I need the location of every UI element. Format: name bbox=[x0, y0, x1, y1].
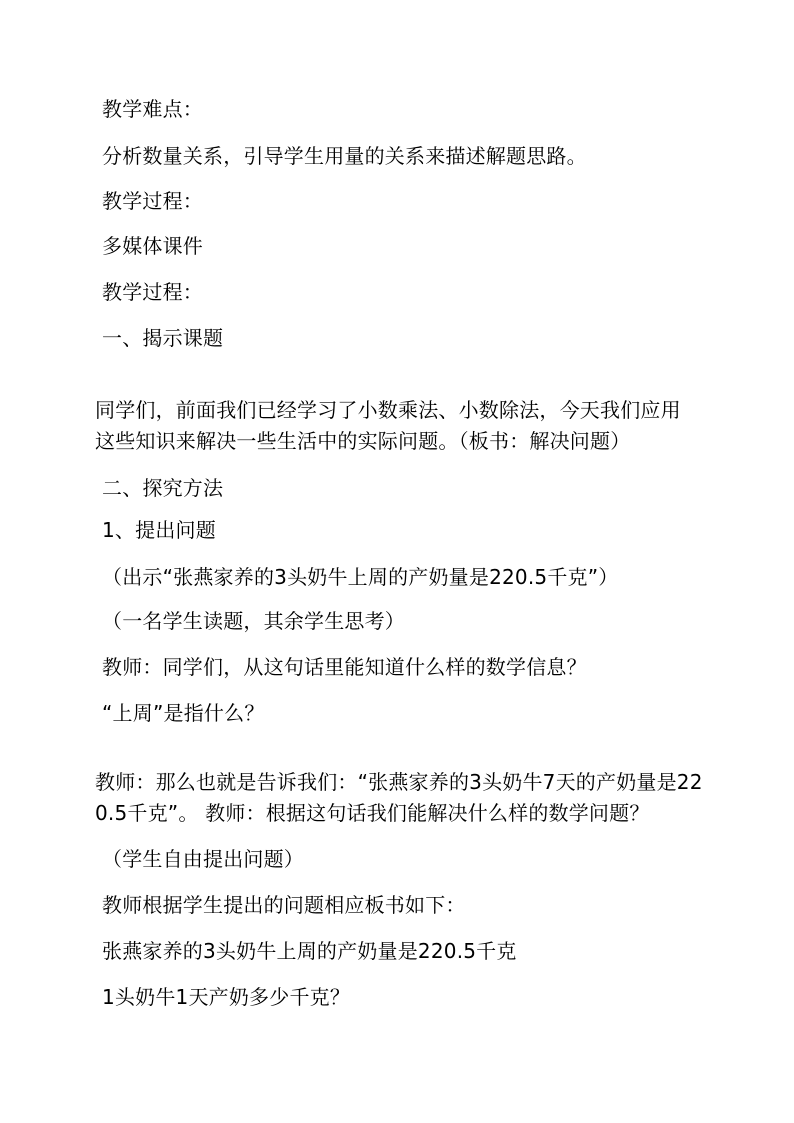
section-reveal-topic: 一、揭示课题 bbox=[102, 326, 224, 350]
paragraph-teacher-question: 教师：同学们，从这句话里能知道什么样的数学信息？ bbox=[102, 655, 587, 679]
paragraph-multimedia: 多媒体课件 bbox=[102, 234, 203, 258]
paragraph-show-problem: （出示“张燕家养的3头奶牛上周的产奶量是220.5千克”） bbox=[102, 565, 619, 589]
paragraph-students-ask: （学生自由提出问题） bbox=[102, 847, 304, 871]
paragraph-board-writing: 教师根据学生提出的问题相应板书如下： bbox=[102, 893, 466, 917]
heading-teaching-process-2: 教学过程： bbox=[102, 280, 203, 304]
paragraph-problem-question: 1头奶牛1天产奶多少千克？ bbox=[102, 985, 351, 1009]
section-explore-method: 二、探究方法 bbox=[102, 476, 224, 500]
paragraph-intro-line-1: 同学们，前面我们已经学习了小数乘法、小数除法，今天我们应用 bbox=[95, 398, 681, 422]
paragraph-difficulty-content: 分析数量关系，引导学生用量的关系来描述解题思路。 bbox=[102, 144, 587, 168]
paragraph-intro-line-2: 这些知识来解决一些生活中的实际问题。（板书：解决问题） bbox=[95, 429, 631, 453]
heading-teaching-process: 教学过程： bbox=[102, 189, 203, 213]
paragraph-student-reads: （一名学生读题，其余学生思考） bbox=[102, 609, 405, 633]
paragraph-teacher-explain-line-2: 0.5千克”。 教师：根据这句话我们能解决什么样的数学问题？ bbox=[95, 801, 650, 825]
heading-teaching-difficulty: 教学难点： bbox=[102, 97, 203, 121]
paragraph-teacher-explain-line-1: 教师：那么也就是告诉我们：“张燕家养的3头奶牛7天的产奶量是22 bbox=[95, 770, 703, 794]
subsection-raise-question: 1、提出问题 bbox=[102, 518, 216, 542]
paragraph-problem-statement: 张燕家养的3头奶牛上周的产奶量是220.5千克 bbox=[102, 939, 517, 963]
paragraph-last-week: “上周”是指什么？ bbox=[102, 701, 265, 725]
